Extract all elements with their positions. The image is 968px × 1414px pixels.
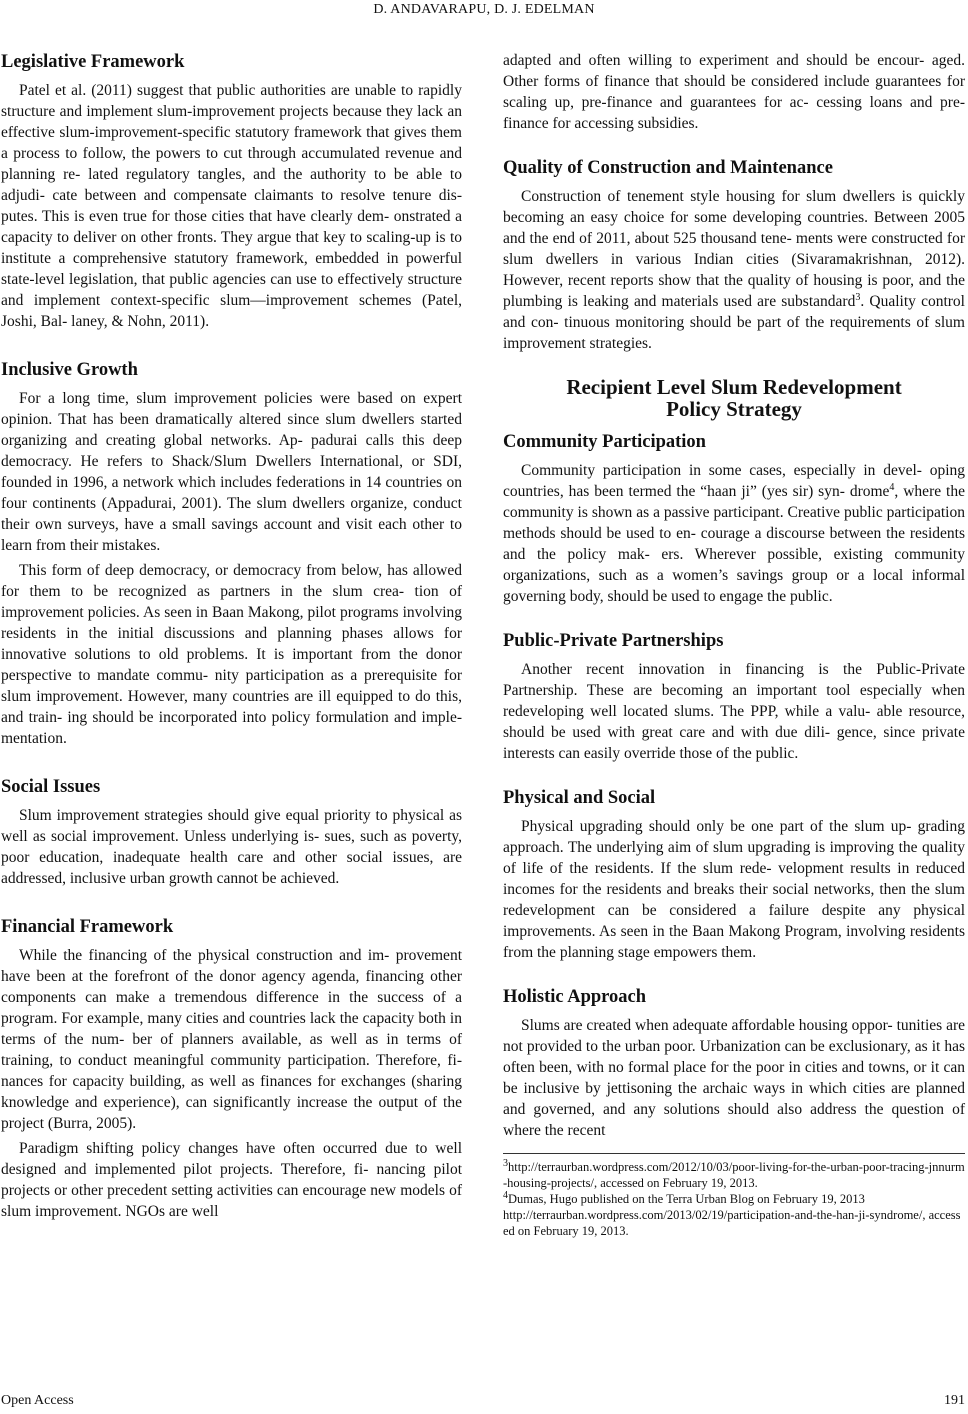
section-heading: Quality of Construction and Maintenance [503,158,833,178]
footnote-ref: 4 [889,481,895,493]
running-head: D. ANDAVARAPU, D. J. EDELMAN [373,2,595,17]
right-column [503,50,965,1239]
footer-journal: Open Access [1,1393,74,1408]
footnote: $^3$http://terraurban.wordpress.com/2012/10/03/poor-living-for-the-urban-poor-tracing-jnnurm-housing-projects/, accessed on February 19, 2013. [503,1157,965,1190]
major-section-title: Recipient Level Slum Redevelopment Policy Strategy [566,375,902,421]
paragraph: While the financing of the physical construction and im- provement have been at the forefront of the donor agency agenda, financing other components can make a tremendous difference in the success of a program. For example, many cities and countries lack the capacity both in terms of the num- ber of planners available, as well as in terms of training, to conduct meaningful community participation. Therefore, fi- nances for capacity building, as well as finances for exchanges (sharing knowledge and experience), can significantly increase the output of the project (Burra, 2005). [1,947,462,1132]
section-heading: Community Participation [503,432,706,452]
page-number: 191 [944,1393,965,1408]
section-heading: Physical and Social [503,788,656,808]
section-heading: Social Issues [1,777,101,797]
footnote-ref: 3 [855,291,861,303]
paragraph: Paradigm shifting policy changes have often occurred due to well designed and implemented pilot projects. Therefore, fi- nancing pilot projects or other precedent setting activities can encourage new models of slum improvement. NGOs are well [1,1140,462,1220]
paragraph: Physical upgrading should only be one part of the slum up- grading approach. The underlying aim of slum upgrading is improving the quality of life of the residents. If the slum rede- velopment results in reduced incomes for the residents and breaks their social networks, then the slum redevelopment can be considered a failure despite any physical improvements. As seen in the Baan Makong Program, involving residents from the planning stage empowers them. [503,818,965,961]
section-heading: Holistic Approach [503,987,647,1007]
paragraph: Community participation in some cases, especially in devel- oping countries, has been termed the “haan ji” (yes sir) syn- drome$^4$, where the community is shown as a passive participant. Creative public participation methods should be used to en- courage a discourse between the residents and the policy mak- ers. Wherever possible, existing community organizations, such as a women’s savings group or a local informal governing body, should be used to engage the public. [503,462,965,605]
section-heading: Inclusive Growth [1,360,138,380]
section-heading: Legislative Framework [1,52,185,72]
section-heading: Public-Private Partnerships [503,631,724,651]
paragraph: For a long time, slum improvement policies were based on expert opinion. That has been dramatically altered since slum dwellers started organizing and creating global networks. Ap- padurai calls this deep democracy. He refers to Shack/Slum Dwellers International, or SDI, founded in 1996, a network which includes federations in 14 countries on four continents (Appadurai, 2001). The slum dwellers organize, conduct their own surveys, have a small savings account and visit each other to learn from their mistakes. [1,390,462,554]
left-column [1,50,462,1226]
paragraph: Another recent innovation in financing is the Public-Private Partnership. These are becoming an important tool especially when redeveloping well located slums. The PPP, while a valu- able resource, should be used with great care and with due dili- gence, since private interests can easily override those of the public. [503,661,965,762]
paragraph: Slums are created when adequate affordable housing oppor- tunities are not provided to the urban poor. Urbanization can be exclusionary, as it has often been, with no formal place for the poor in cities and towns, or it can be inclusive by jettisoning the archaic ways in which cities are planned and governed, and any solutions should also address the question of where the recent [503,1017,966,1139]
paragraph: Construction of tenement style housing for slum dwellers is quickly becoming an easy choice for some developing countries. Between 2005 and the end of 2011, about 525 thousand tene- ments were constructed for slum dwellers in various Indian cities (Sivaramakrishnan, 2012). However, recent reports show that the quality of housing is poor, and the plumbing is leaking and materials used are substandard$^3$. Quality control and con- tinuous monitoring should be part of the requirements of slum improvement strategies. [503,188,965,352]
paragraph: Slum improvement strategies should give equal priority to physical as well as social improvement. Unless underlying is- sues, such as poverty, poor education, inadequate health care and other social issues, are addressed, inclusive urban growth cannot be achieved. [1,807,462,887]
paragraph: Patel et al. (2011) suggest that public authorities are unable to rapidly structure and implement slum-improvement projects because they lack an effective slum-improvement-specific statutory framework that gives them a process to follow, the powers to cut through accumulated revenue and planning re- lated regulatory tangles, and the authority to be able to adjudi- cate between and compensate claimants to resolve tenure dis- putes. This is even true for those cities that have clearly dem- onstrated a capacity to deliver on other fronts. They argue that key to scaling-up is to institute a comprehensive statutory framework, embedded in powerful state-level legislation, that public agencies can use to effectively structure and implement context-specific slum—improvement schemes (Patel, Joshi, Bal- laney, & Nohn, 2011). [1,82,462,330]
section-heading: Financial Framework [1,917,174,937]
paragraph-continued: adapted and often willing to experiment and should be encour- aged. Other forms of finance that should be considered include guarantees for scaling up, pre-finance and guarantees for ac- cessing loans and pre-finance for accessing subsidies. [503,52,965,132]
footnote: $^4$Dumas, Hugo published on the Terra Urban Blog on February 19, 2013 [503,1189,865,1206]
footnote-url: http://terraurban.wordpress.com/2013/02/19/participation-and-the-han-ji-syndrome/, accessed on February 19, 2013. [503,1208,961,1238]
paragraph: This form of deep democracy, or democracy from below, has allowed for them to be recognized as partners in the slum crea- tion of improvement policies. As seen in Baan Makong, pilot programs involving residents in the initial discussions and planning phases allows for innovative solutions to old problems. It is important from the donor perspective to mandate commu- nity participation as a prerequisite for slum improvement. However, many countries are ill equipped to do this, and train- ing should be incorporated into policy formulation and imple- mentation. [1,562,462,747]
